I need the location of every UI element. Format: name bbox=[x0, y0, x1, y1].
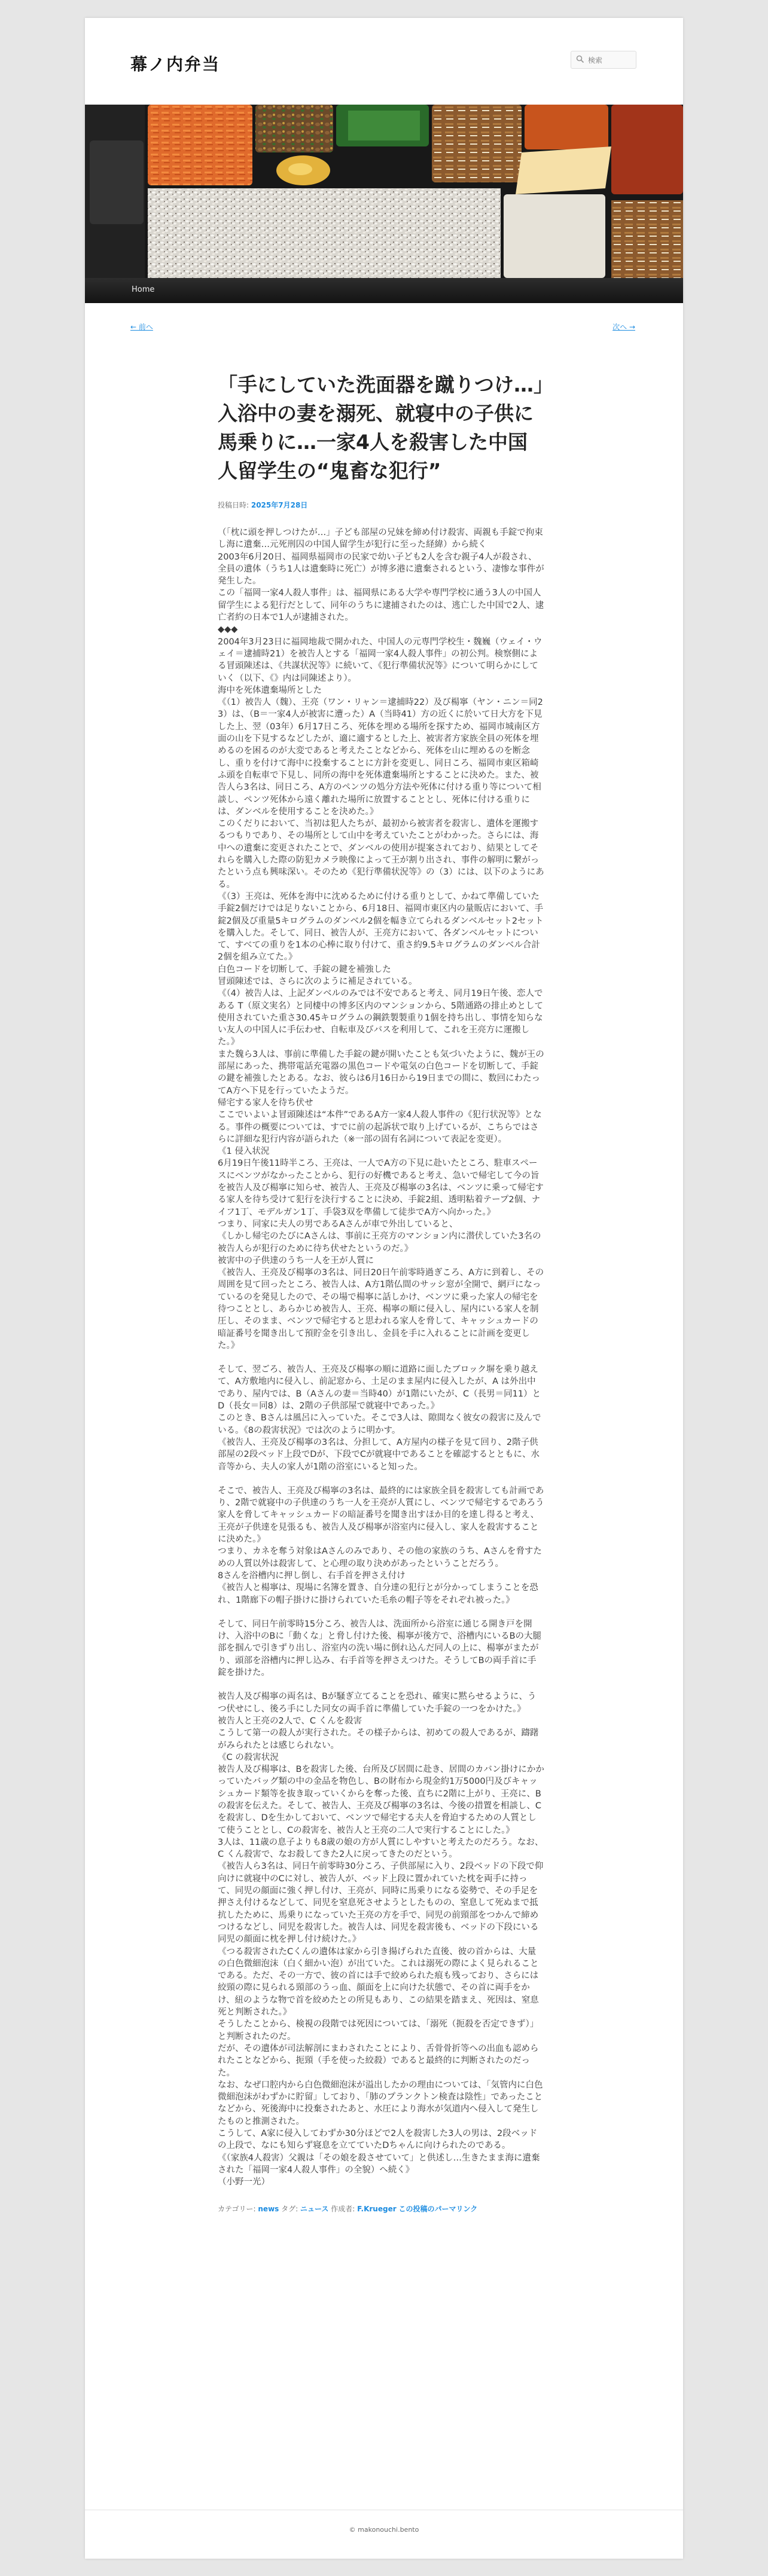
content-paragraph: つまり、カネを奪う対象はAさんのみであり、その他の家族のうち、Aさんを脅すための人質以外は殺害して、と心理の取り決めがあったということだろう。 bbox=[218, 1547, 542, 1569]
content-paragraph: そこで、被告人、王亮及び楊寧の3名は、最終的には家族全員を殺害しても計画であり、2階で就寝中の子供達のうち一人を王亮が人質にし、ベンツで帰宅するであろう家人を脅してキャッシュカードの暗証番号を聞き出すほか目的を達し得ると考え、王亮が子供達を見張るも、被告人及び楊寧が浴室内に侵入し、家人を殺害することに決めた。》 bbox=[218, 1486, 544, 1545]
content-paragraph: だが、その遺体が司法解剖にまわされたことにより、舌骨骨折等への出血も認められたことなどから、扼頸（手を使った絞殺）であると最終的に判断されたのだった。 bbox=[218, 2043, 539, 2078]
category-link[interactable]: news bbox=[258, 2205, 279, 2214]
content-paragraph: 白色コードを切断して、手錠の鍵を補強した bbox=[218, 964, 391, 974]
content-paragraph: こうして第一の殺人が実行された。その様子からは、初めての殺人であるが、躊躇がみられたとは感じられない。 bbox=[218, 1728, 539, 1750]
paragraph-gap bbox=[218, 1679, 544, 1691]
next-post-link[interactable]: 次へ → bbox=[612, 323, 635, 331]
content-paragraph: このとき、Bさんは風呂に入っていた。そこで3人は、隙間なく彼女の殺害に及んでいる。《8の殺害状況》では次のように明かす。 bbox=[218, 1413, 541, 1435]
site-title[interactable]: 幕ノ内弁当 bbox=[130, 54, 221, 74]
content-paragraph: ここでいよいよ冒頭陳述は“本件”であるA方一家4人殺人事件の《犯行状況等》となる。事件の概要については、すでに前の起訴状で取り上げているが、こちらではさらに詳細な犯行内容が語られた（※一部の固有名詞について表記を変更）。 bbox=[218, 1110, 542, 1144]
search-box[interactable] bbox=[571, 51, 636, 69]
content-paragraph: また魏ら3人は、事前に準備した手錠の鍵が開いたことも気づいたように、魏が王の部屋にあった、携帯電話充電器の黒色コードや電気の白色コードを切断して、手錠の鍵を補強したとある。なお、彼らは6月16日から19日までの間に、数回にわたってA方へ下見を行っていたようだ。 bbox=[218, 1049, 544, 1096]
tag-label: タグ: bbox=[281, 2205, 300, 2214]
post-meta bbox=[218, 500, 544, 510]
content-paragraph: このくだりにおいて、当初は犯人たちが、最初から被害者を殺害し、遺体を運搬するつもりであり、その場所として山中を考えていたことがわかった。さらには、海中への遺棄に変更されたことで、ダンベルの使用が提案されており、結果としてそれらを購入した際の防犯カメラ映像によって王が割り出され、事件の解明に繋がったという点も興味深い。そのため《犯行準備状況等》の（3）には、以下のようにある。 bbox=[218, 819, 544, 890]
main-menu bbox=[85, 278, 683, 303]
search-icon bbox=[576, 55, 584, 63]
content-paragraph: 《1 侵入状況 bbox=[218, 1147, 270, 1157]
permalink-link[interactable]: この投稿のパーマリンク bbox=[398, 2205, 478, 2214]
site-header bbox=[85, 18, 683, 105]
content-paragraph: 《（1）被告人（魏）、王亮（ワン・リャン＝逮捕時22）及び楊寧（ヤン・ニン＝同23）は、（B＝一家4人が被害に遭った）A（当時41）方の近くに於いて日大方を下見した上、翌（03年）6月17日ころ、死体を埋める場所を探すため、福岡市城南区方面の山を下見するなどしたが、適に適するとした上、被害者方家族全員の死体を埋めるのを困るのが大変であると考えたことなどから、死体を山に埋めるのを断念し、重りを付けて海中に投棄することに方針を変更し、同日ころ、福岡市東区箱崎ふ頭を自転車で下見し、同所の海中を死体遺棄場所とすることに決めた。また、被告人ら3名は、同日ころ、A方のペンツの処分方法や死体に付ける重り等について相談し、ペンツ死体から遠く離れた場所に放置することとし、死体に付ける重りには、ダンベルを使用することを決めた。》 bbox=[218, 698, 543, 817]
site-info: © makonouchi.bento bbox=[349, 2526, 419, 2534]
post-date[interactable]: 2025年7月28日 bbox=[251, 501, 308, 509]
content-paragraph: そうしたことから、検視の段階では死因については、「溺死（扼殺を否定できず）」と判断されたのだ。 bbox=[218, 2019, 539, 2042]
content-paragraph: つまり、同家に夫人の男であるAさんが車で外出していると、 bbox=[218, 1219, 458, 1229]
post-date-label: 投稿日時: bbox=[218, 501, 251, 509]
content-paragraph: 被害中の子供達のうち一人を王が人質に bbox=[218, 1255, 374, 1266]
post-footer bbox=[218, 2204, 544, 2214]
paragraph-gap bbox=[218, 1352, 544, 1364]
content-paragraph: ◆◆◆ bbox=[218, 625, 238, 635]
page-container bbox=[85, 18, 683, 2559]
content-paragraph: 冒頭陳述では、さらに次のように補足されている。 bbox=[218, 976, 417, 986]
content-paragraph: 《つる殺害されたCくんの遺体は家から引き揚げられた直後、彼の首からは、大量の白色微細泡沫（白く細かい泡）が出ていた。これは溺死の際によく見られることである。ただ、その一方で、彼の首には手で絞められた痕も残っており、さらには絞頸の際に見られる頸部のうっ血、顔面を上に向けた状態で、その首に両手をかけ、紐のような物で首を絞めたとの所見もあり、この結果を踏まえ、死因は、窒息死と判断された。》 bbox=[218, 1946, 539, 2018]
post-title: 「手にしていた洗面器を蹴りつけ…」入浴中の妻を溺死、就寝中の子供に馬乗りに…一家4人を殺害した中国人留学生の“鬼畜な犯行” bbox=[218, 373, 544, 482]
content-paragraph: 《被告人と楊寧は、現場に名簿を置き、自分達の犯行とが分かってしまうことを恐れ、1階廊下の帽子掛けに掛けられていた毛糸の帽子等をそれぞれ被った。》 bbox=[218, 1583, 538, 1605]
content-paragraph: （小野一光） bbox=[218, 2177, 270, 2187]
post-article bbox=[218, 371, 544, 2214]
content-paragraph: 《被告人ら3名は、同日午前零時30分ころ、子供部屋に入り、2段ベッドの下段で仰向けに就寝中のCに対し、被告人が、ベッド上段に置かれていた枕を両手に持って、同児の顔面に強く押し付け、王亮が、同時に馬乗りになる姿勢で、その手足を押さえ付けるなどして、同児を窒息死させようとしたものの、窒息して死ぬまで抵抗したために、馬乗りになっていた王亮の方を手で、同児の前頸部をつかんで締めつけるなどし、同児を殺害した。被告人は、同児を殺害後も、ベッドの下段にいる同児の顔面に枕を押し付け続けた。》 bbox=[218, 1862, 544, 1945]
post-content bbox=[218, 527, 544, 2188]
content-paragraph: 《（4）被告人は、上記ダンベルのみでは不安であると考え、同月19日午後、恋人である T（原文実名）と同棲中の博多区内のマンションから、5階通路の排止めとして使用されていた重さ30.45キログラムの鋼鉄製製重り1個を持ち出し、事情を知らない友人の中国人に手伝わせ、自転車及びバスを利用して、これを王亮方に運搬した。》 bbox=[218, 989, 544, 1047]
content-paragraph: 2004年3月23日に福岡地裁で開かれた、中国人の元専門学校生・魏巍（ウェイ・ウェイ＝逮捕時21）を被告人とする「福岡一家4人殺人事件」の初公判。検察側による冒頭陳述は、《共謀状況等》に続いて、《犯行準備状況等》について明らかにしていく（以下、《》内は同陳述より）。 bbox=[218, 637, 543, 683]
author-link[interactable]: F.Krueger bbox=[357, 2205, 397, 2214]
content-paragraph: 6月19日午後11時半ころ、王亮は、一人でA方の下見に赴いたところ、駐車スペースにベンツがなかったことから、犯行の好機であると考え、急いで帰宅して今の旨を被告人及び楊寧に知らせ、被告人、王亮及び楊寧の3名は、ベンツに乗って帰宅する家人を待ち受けて犯行を決行することに決め、手錠2組、透明粘着テープ2個、ナイフ1丁、モデルガン1丁、手袋3双を準備して徒歩でA方へ向かった。》 bbox=[218, 1159, 544, 1217]
content-paragraph: 《（家族4人殺害）父親は「その娘を殺させていて」と供述し…生きたまま海に遺棄された「福岡一家4人殺人事件」の全貌）へ続く》 bbox=[218, 2153, 540, 2175]
bento-photo bbox=[85, 105, 683, 278]
content-paragraph: 2003年6月20日、福岡県福岡市の民家で幼い子ども2人を含む親子4人が殺され、全員の遺体（うち1人は遺棄時に死亡）が博多港に遺棄されるという、凄惨な事件が発生した。 bbox=[218, 552, 544, 586]
content-paragraph: この「福岡一家4人殺人事件」は、福岡県にある大学や専門学校に通う3人の中国人留学生による犯行だとして、同年のうちに逮捕されたのは、逃亡した中国で2人、逮亡者約の日本で1人が逮捕された。 bbox=[218, 588, 544, 623]
author-label: 作成者: bbox=[331, 2205, 358, 2214]
content-paragraph: そして、同日午前零時15分ころ、被告人は、洗面所から浴室に通じる開き戸を開け、入浴中のBに「動くな」と脅し付けた後、楊寧が後方で、浴槽内にいるBの大腿部を掴んで引きずり出し、浴室内の洗い場に倒れ込んだ同人の上に、楊寧がまたがり、頭部を浴槽内に押し込み、右手首等を押さえつけた。そうしてBの両手首に手錠を掛けた。 bbox=[218, 1619, 542, 1678]
header-image bbox=[85, 105, 683, 278]
content-paragraph: そして、翌ごろ、被告人、王亮及び楊寧の順に道路に面したブロック塀を乗り越えて、A方敷地内に侵入し、前記窓から、土足のまま屋内に侵入したが、A は外出中であり、屋内では、B（Aさんの妻＝当時40）が1階にいたが、C（長男＝同11）とD（長女＝同8）は、2階の子供部屋で就寝中であった。》 bbox=[218, 1365, 541, 1411]
content-paragraph: 帰宅する家人を待ち伏せ bbox=[218, 1098, 313, 1108]
content-paragraph: 《C の殺害状況 bbox=[218, 1752, 279, 1762]
paragraph-gap bbox=[218, 1473, 544, 1485]
content-paragraph: （「枕に頭を押しつけたが…」子ども部屋の兄妹を締め付け殺害、両親も手錠で拘束し海に遺棄…元死刑囚の中国人留学生が犯行に至った経緯）から続く bbox=[218, 528, 543, 550]
content-paragraph: 3人は、11歳の息子よりも8歳の娘の方が人質にしやすいと考えたのだろう。なお、C くん殺害で、なお殺してきた2人に戻ってきたのだという。 bbox=[218, 1837, 544, 1860]
previous-post-link[interactable]: ← 前へ bbox=[130, 323, 153, 331]
post-navigation bbox=[85, 322, 683, 334]
content-paragraph: 《しかし帰宅のたびにAさんは、事前に王亮方のマンション内に潜伏していた3名の被告人らが犯行のために待ち伏せたというのだ。》 bbox=[218, 1232, 541, 1254]
content-paragraph: 被告人及び楊寧の両名は、Bが騒ぎ立てることを恐れ、確実に黙らせるように、うつ伏せにし、後ろ手にした同女の両手首に準備していた手錠の一つをかけた。》 bbox=[218, 1692, 537, 1714]
menu-item-home[interactable]: Home bbox=[132, 285, 155, 294]
tag-link[interactable]: ニュース bbox=[300, 2205, 329, 2214]
content-paragraph: なお、なぜ口腔内から白色微細泡沫が溢出したかの理由については、「気管内に白色微細泡沫がわずかに貯留」しており、「肺のプランクトン検査は陰性」であったことなどから、死後海中に投棄されたあと、水圧により海水が気道内へ侵入して発生したものと推測された。 bbox=[218, 2080, 543, 2126]
search-input[interactable] bbox=[587, 54, 636, 67]
content-paragraph: 海中を死体遺棄場所とした bbox=[218, 685, 322, 695]
content-paragraph: 《被告人、王亮及び楊寧の3名は、同日20日午前零時過ぎころ、A方に到着し、その周囲を見て回ったところ、被告人は、A方1階仏間のサッシ窓が全開で、網戸になっているのを発見したので、その場で楊寧に話しかけ、ベンツに乗った家人の帰宅を待つこととし、あらかじめ被告人、王亮、楊寧の順に侵入し、屋内にいる家人を制圧し、そのまま、ベンツで帰宅すると思われる家人を脅して、キャッシュカードの暗証番号を聞き出して預貯金を引き出し、金員を手に入れることに計画を変更した。》 bbox=[218, 1268, 544, 1350]
content-paragraph: こうして、A家に侵入してわずか30分ほどで2人を殺害した3人の男は、2段ベッドの上段で、なにも知らず寝息を立てていたDちゃんに向けられたのである。 bbox=[218, 2129, 538, 2151]
category-label: カテゴリー: bbox=[218, 2205, 258, 2214]
content-paragraph: 8さんを浴槽内に押し倒し、右手首を押さえ付け bbox=[218, 1570, 406, 1581]
content-paragraph: 被告人と王亮の2人で、C くんを殺害 bbox=[218, 1716, 362, 1726]
content-paragraph: 《被告人、王亮及び楊寧の3名は、分担して、A方屋内の様子を見て回り、2階子供部屋の2段ベッド上段でDが、下段でCが就寝中であることを確認するとともに、水音等から、夫人の家人が1階の浴室にいると知った。 bbox=[218, 1437, 540, 1472]
content-paragraph: 被告人及び楊寧は、Bを殺害した後、台所及び居間に赴き、居間のカバン掛けにかかっていたバッグ類の中の金品を物色し、Bの財布から現金約1万5000円及びキャッシュカード類等を抜き取っていくからを奪った後、直ちに2階に上がり、王亮に、Bの殺害を伝えた。そして、被告人、王亮及び楊寧の3名は、今後の措置を相談し、Cを殺害し、Dを生かしておいて、ベンツで帰宅する夫人を脅迫するための人質として使うこととし、Cの殺害を、被告人と王亮の二人で実行することにした。》 bbox=[218, 1765, 544, 1835]
paragraph-gap bbox=[218, 1606, 544, 1618]
content-paragraph: 《（3）王亮は、死体を海中に沈めるために付ける重りとして、かねて準備していた手錠2個だけでは足りないことから、6月18日、福岡市東区内の量販店において、手錠2個及び重量5キログラムのダンベル2個を幅き立てられるダンベルセット2セットを購入した。そして、同日、被告人が、王亮方において、各ダンベルセットについて、すべての重りを1本の心棒に取り付けて、重さ約9.5キログラムのダンベル合計2個を組み立てた。》 bbox=[218, 891, 544, 962]
